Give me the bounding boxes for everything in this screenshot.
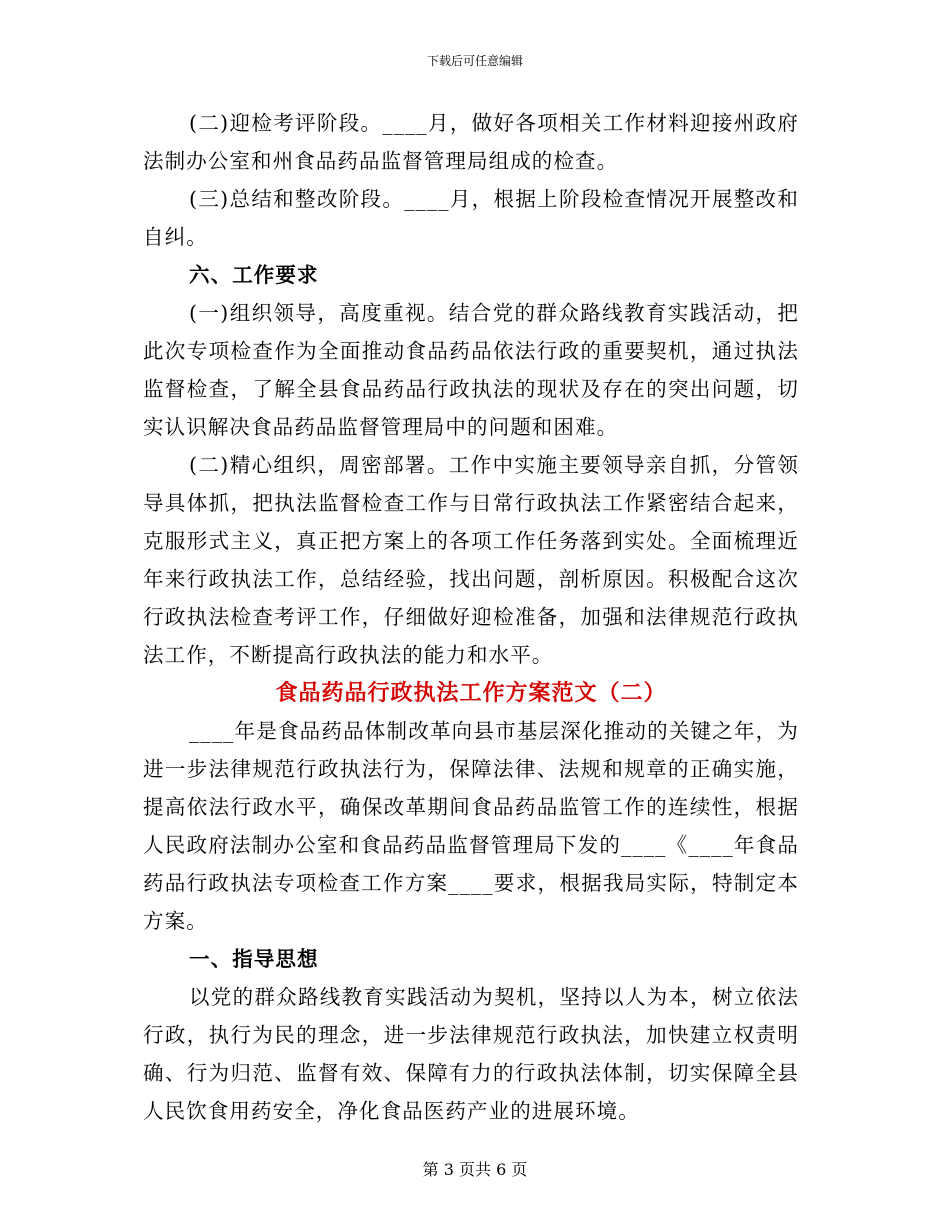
- document-body: [143, 104, 799, 1130]
- section-heading-guiding-ideology: 一、指导思想: [189, 947, 319, 971]
- paragraph-intro: ____年是食品药品体制改革向县市基层深化推动的关键之年，为进一步法律规范行政执法行为，保障法律、法规和规章的正确实施，提高依法行政水平，确保改革期间食品药品监管工作的连续性，根据人民政府法制办公室和食品药品监督管理局下发的____《____年食品药品行政执法专项检查工作方案____要求，根据我局实际，特制定本方案。: [143, 719, 799, 933]
- paragraph-organization: (二)精心组织，周密部署。工作中实施主要领导亲自抓，分管领导具体抓，把执法监督检查工作与日常行政执法工作紧密结合起来，克服形式主义，真正把方案上的各项工作任务落到实处。全面梳理近年来行政执法工作，总结经验，找出问题，剖析原因。积极配合这次行政执法检查考评工作，仔细做好迎检准备，加强和法律规范行政执法工作，不断提高行政执法的能力和水平。: [143, 453, 799, 667]
- page-footer: 第 3 页共 6 页: [422, 1160, 528, 1179]
- page-header: 下载后可任意编辑: [426, 54, 523, 68]
- document-title: 食品药品行政执法工作方案范文（二）: [275, 680, 667, 706]
- paragraph-leadership: (一)组织领导，高度重视。结合党的群众路线教育实践活动，把此次专项检查作为全面推动食品药品依法行政的重要契机，通过执法监督检查，了解全县食品药品行政执法的现状及存在的突出问题，切实认识解决食品药品监督管理局中的问题和困难。: [143, 301, 799, 439]
- paragraph-summary-stage: (三)总结和整改阶段。____月，根据上阶段检查情况开展整改和自纠。: [143, 187, 799, 249]
- paragraph-guiding-ideology: 以党的群众路线教育实践活动为契机，坚持以人为本，树立依法行政，执行为民的理念，进一步法律规范行政执法，加快建立权责明确、行为归范、监督有效、保障有力的行政执法体制，切实保障全县人民饮食用药安全，净化食品医药产业的进展环境。: [143, 985, 799, 1123]
- paragraph-inspection-stage: (二)迎检考评阶段。____月，做好各项相关工作材料迎接州政府法制办公室和州食品药品监督管理局组成的检查。: [143, 111, 800, 173]
- section-heading-work-requirements: 六、工作要求: [189, 263, 319, 287]
